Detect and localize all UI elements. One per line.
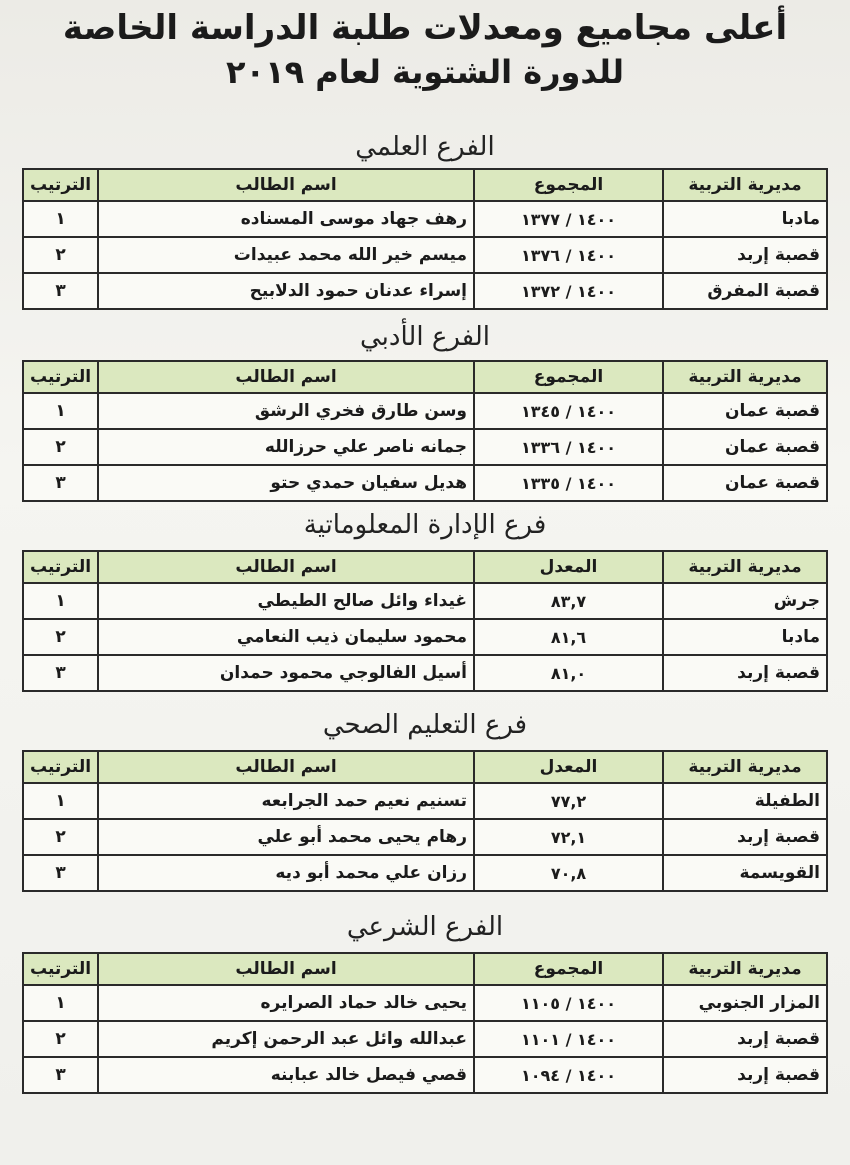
table-header-row (23, 551, 827, 583)
table-row (23, 619, 827, 655)
cell-name: محمود سليمان ذيب النعامي (98, 619, 474, 655)
table-health-education (22, 750, 828, 892)
cell-rank: ٢ (23, 819, 98, 855)
header-directorate: مديرية التربية (663, 953, 827, 985)
header-rank: الترتيب (23, 361, 98, 393)
cell-name: أسيل الفالوجي محمود حمدان (98, 655, 474, 691)
cell-directorate: القويسمة (663, 855, 827, 891)
cell-score: ١٤٠٠ / ١٣٧٧ (474, 201, 663, 237)
cell-directorate: مادبا (663, 619, 827, 655)
table-row (23, 1021, 827, 1057)
cell-name: عبدالله وائل عبد الرحمن إكريم (98, 1021, 474, 1057)
table-row (23, 655, 827, 691)
cell-name: جمانه ناصر علي حرزالله (98, 429, 474, 465)
table-row (23, 273, 827, 309)
cell-name: وسن طارق فخري الرشق (98, 393, 474, 429)
table-row (23, 583, 827, 619)
cell-name: رهام يحيى محمد أبو علي (98, 819, 474, 855)
header-score: المعدل (474, 751, 663, 783)
header-directorate: مديرية التربية (663, 361, 827, 393)
cell-name: يحيى خالد حماد الصرايره (98, 985, 474, 1021)
cell-name: تسنيم نعيم حمد الجرابعه (98, 783, 474, 819)
cell-rank: ٢ (23, 429, 98, 465)
cell-directorate: قصبة إربد (663, 237, 827, 273)
header-name: اسم الطالب (98, 551, 474, 583)
cell-directorate: المزار الجنوبي (663, 985, 827, 1021)
cell-score: ١٤٠٠ / ١٠٩٤ (474, 1057, 663, 1093)
cell-rank: ١ (23, 783, 98, 819)
cell-rank: ١ (23, 393, 98, 429)
cell-score: ٧٢,١ (474, 819, 663, 855)
cell-name: رزان علي محمد أبو ديه (98, 855, 474, 891)
cell-rank: ١ (23, 201, 98, 237)
table-row (23, 783, 827, 819)
table-row (23, 819, 827, 855)
table-row (23, 465, 827, 501)
table-row (23, 1057, 827, 1093)
table-literary (22, 360, 828, 502)
table-header-row (23, 361, 827, 393)
header-directorate: مديرية التربية (663, 751, 827, 783)
header-name: اسم الطالب (98, 169, 474, 201)
cell-name: إسراء عدنان حمود الدلابيح (98, 273, 474, 309)
table-row (23, 429, 827, 465)
cell-score: ١٤٠٠ / ١١٠١ (474, 1021, 663, 1057)
cell-name: هديل سفيان حمدي حتو (98, 465, 474, 501)
header-score: المعدل (474, 551, 663, 583)
cell-directorate: قصبة إربد (663, 1057, 827, 1093)
table-header-row (23, 751, 827, 783)
table-sharia (22, 952, 828, 1094)
table-row (23, 855, 827, 891)
cell-directorate: جرش (663, 583, 827, 619)
cell-name: رهف جهاد موسى المسناده (98, 201, 474, 237)
table-header-row (23, 953, 827, 985)
cell-score: ١٤٠٠ / ١١٠٥ (474, 985, 663, 1021)
section-title-sharia: الفرع الشرعي (346, 912, 504, 942)
cell-directorate: مادبا (663, 201, 827, 237)
cell-rank: ٣ (23, 273, 98, 309)
header-rank: الترتيب (23, 169, 98, 201)
table-header-row (23, 169, 827, 201)
header-score: المجموع (474, 953, 663, 985)
cell-directorate: قصبة إربد (663, 819, 827, 855)
cell-rank: ٣ (23, 655, 98, 691)
header-directorate: مديرية التربية (663, 551, 827, 583)
cell-score: ٨١,٦ (474, 619, 663, 655)
section-title-health-education: فرع التعليم الصحي (322, 710, 528, 740)
cell-score: ٧٧,٢ (474, 783, 663, 819)
title-line-1: أعلى مجاميع ومعدلات طلبة الدراسة الخاصة (62, 8, 788, 48)
document-title (0, 6, 850, 94)
cell-name: غيداء وائل صالح الطيطي (98, 583, 474, 619)
cell-name: قصي فيصل خالد عبابنه (98, 1057, 474, 1093)
table-row (23, 985, 827, 1021)
cell-directorate: قصبة المفرق (663, 273, 827, 309)
cell-rank: ٣ (23, 465, 98, 501)
cell-rank: ٣ (23, 1057, 98, 1093)
table-row (23, 201, 827, 237)
cell-score: ١٤٠٠ / ١٣٧٦ (474, 237, 663, 273)
cell-directorate: قصبة عمان (663, 465, 827, 501)
table-row (23, 393, 827, 429)
header-name: اسم الطالب (98, 953, 474, 985)
cell-directorate: قصبة عمان (663, 429, 827, 465)
cell-name: ميسم خير الله محمد عبيدات (98, 237, 474, 273)
header-rank: الترتيب (23, 551, 98, 583)
cell-rank: ٢ (23, 237, 98, 273)
cell-directorate: الطفيلة (663, 783, 827, 819)
cell-rank: ١ (23, 583, 98, 619)
section-title-scientific: الفرع العلمي (355, 132, 495, 162)
cell-score: ٨٣,٧ (474, 583, 663, 619)
cell-rank: ٢ (23, 619, 98, 655)
table-row (23, 237, 827, 273)
cell-directorate: قصبة عمان (663, 393, 827, 429)
cell-score: ١٤٠٠ / ١٣٤٥ (474, 393, 663, 429)
cell-rank: ٣ (23, 855, 98, 891)
header-name: اسم الطالب (98, 361, 474, 393)
cell-directorate: قصبة إربد (663, 655, 827, 691)
cell-score: ١٤٠٠ / ١٣٧٢ (474, 273, 663, 309)
header-name: اسم الطالب (98, 751, 474, 783)
section-title-info-management: فرع الإدارة المعلوماتية (303, 510, 547, 540)
table-info-management (22, 550, 828, 692)
header-directorate: مديرية التربية (663, 169, 827, 201)
section-title-literary: الفرع الأدبي (360, 322, 490, 352)
title-line-2: للدورة الشتوية لعام ٢٠١٩ (226, 53, 624, 91)
cell-rank: ٢ (23, 1021, 98, 1057)
header-score: المجموع (474, 169, 663, 201)
cell-directorate: قصبة إربد (663, 1021, 827, 1057)
header-rank: الترتيب (23, 953, 98, 985)
cell-rank: ١ (23, 985, 98, 1021)
cell-score: ٧٠,٨ (474, 855, 663, 891)
table-scientific (22, 168, 828, 310)
cell-score: ١٤٠٠ / ١٣٣٦ (474, 429, 663, 465)
header-score: المجموع (474, 361, 663, 393)
cell-score: ١٤٠٠ / ١٣٣٥ (474, 465, 663, 501)
header-rank: الترتيب (23, 751, 98, 783)
cell-score: ٨١,٠ (474, 655, 663, 691)
